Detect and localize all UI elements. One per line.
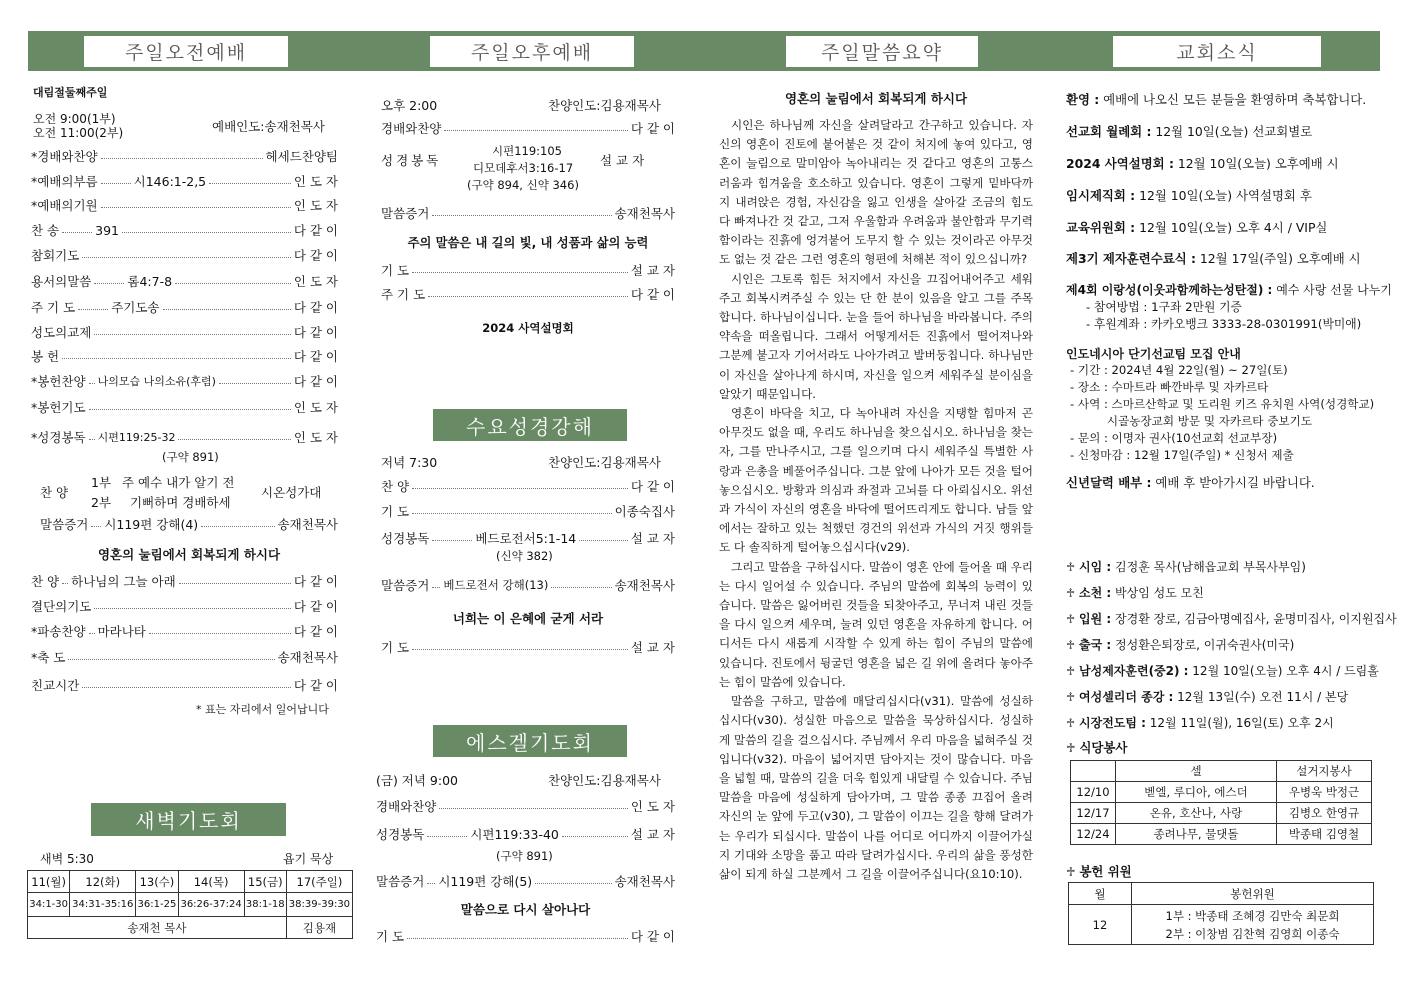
morning2-row xyxy=(31,622,338,640)
row-label: 말씀증거 xyxy=(381,206,430,221)
dawn-day: 15(금) xyxy=(244,871,286,893)
row-middle: 시146:1-2,5 xyxy=(133,174,207,189)
cafe-cell: 종려나무, 물댓돌 xyxy=(1116,824,1277,845)
cross-icon: ♱ xyxy=(1066,740,1076,755)
row-label: 성경봉독 xyxy=(376,827,425,842)
wednesday-time: 저녁 7:30 xyxy=(381,455,438,470)
row-middle: 391 xyxy=(95,222,119,238)
love-account: - 후원계좌 : 카카오뱅크 3333-28-0301991(박미애) xyxy=(1086,317,1362,331)
afternoon-reading-right: 설 교 자 xyxy=(600,153,645,168)
dawn-by2: 김용재 xyxy=(286,917,352,939)
row-label: 참회기도 xyxy=(31,248,80,263)
news-key: 2024 사역설명회 : xyxy=(1066,156,1174,171)
morning2-row xyxy=(31,572,338,590)
dawn-day: 13(수) xyxy=(136,871,178,893)
mission-line: - 문의 : 이명자 권사(10선교회 선교부장) xyxy=(1070,431,1278,445)
family-item xyxy=(1066,688,1348,705)
row-label: 찬 송 xyxy=(31,223,60,238)
row-right: 인 도 자 xyxy=(293,430,338,445)
row-label: 말씀증거 xyxy=(40,517,89,532)
row-label: 경배와찬양 xyxy=(376,799,437,814)
cross-icon: ♱ xyxy=(1066,716,1080,730)
dawn-day: 11(월) xyxy=(28,871,70,893)
mission-line: - 신청마감 : 12월 17일(주일) * 신청서 제출 xyxy=(1070,448,1294,462)
row-right: 다 같 이 xyxy=(293,223,338,238)
row-middle: 나의모습 나의소유(후렴) xyxy=(97,375,216,388)
cross-icon: ♱ xyxy=(1066,638,1080,652)
cafe-head xyxy=(1071,761,1116,782)
time-second: 오전 11:00(2부) xyxy=(33,126,124,140)
season-label: 대림절둘째주일 xyxy=(33,86,108,99)
row-right: 송재천목사 xyxy=(614,578,675,593)
choir-part2: 2부 xyxy=(91,495,112,510)
friday-time: (금) 저녁 9:00 xyxy=(376,773,458,788)
morning-row xyxy=(31,323,338,341)
row-label: 경배와찬양 xyxy=(381,121,442,136)
wednesday-row xyxy=(381,502,675,520)
row-right: 설 교 자 xyxy=(630,263,675,278)
family-key: 소천 : xyxy=(1079,586,1112,600)
wednesday-title: 수요성경강해 xyxy=(433,409,627,441)
row-right: 다 같 이 xyxy=(630,121,675,136)
dawn-ref: 38:39-39:30 xyxy=(286,893,352,917)
worship-leader: 예배인도:송재천목사 xyxy=(212,119,325,134)
dawn-day: 12(화) xyxy=(70,871,136,893)
row-middle: 시119편 강해(5) xyxy=(438,874,533,889)
family-value: 12월 10일(오늘) 오후 4시 / 드림홀 xyxy=(1192,664,1379,678)
cafe-cell: 벧엘, 루디아, 에스더 xyxy=(1116,782,1277,803)
row-label: 친교시간 xyxy=(31,678,80,693)
mission-line: - 기간 : 2024년 4월 22일(월) ~ 27일(토) xyxy=(1070,363,1288,377)
row-right: 설 교 자 xyxy=(630,827,675,842)
wednesday-prayer-row xyxy=(381,638,675,656)
row-right: 설 교 자 xyxy=(630,531,675,546)
family-key: 남성제자훈련(중2) : xyxy=(1079,664,1189,678)
reading-sub: (구약 891) xyxy=(162,450,219,464)
row-label: *경배와찬양 xyxy=(31,149,98,164)
news-item xyxy=(1066,186,1312,204)
summary-text xyxy=(719,116,1033,884)
row-right: 다 같 이 xyxy=(293,374,338,389)
friday-sermon-title: 말씀으로 다시 살아나다 xyxy=(460,902,591,917)
cafe-cell: 온유, 호산나, 사랑 xyxy=(1116,803,1277,824)
afternoon-lords-row xyxy=(381,285,675,303)
afternoon-reading-1: 시편119:105 xyxy=(492,144,562,158)
section-title-morning: 주일오전예배 xyxy=(84,36,288,67)
cafe-head: 셀 xyxy=(1116,761,1277,782)
news-value: 예배에 나오신 모든 분들을 환영하며 축복합니다. xyxy=(1103,92,1367,107)
family-key: 출국 : xyxy=(1079,638,1112,652)
love-join: - 참여방법 : 1구좌 2만원 기증 xyxy=(1086,300,1242,314)
offer-second: 2부 : 이창범 김찬혁 김영희 이종숙 xyxy=(1165,926,1340,941)
row-label: 용서의말씀 xyxy=(31,274,92,289)
afternoon-event: 2024 사역설명회 xyxy=(482,321,574,335)
row-right: 다 같 이 xyxy=(293,300,338,315)
row-right: 다 같 이 xyxy=(293,599,338,614)
morning-row xyxy=(31,221,338,239)
dawn-table xyxy=(27,870,353,939)
cafe-cell: 우병욱 박정근 xyxy=(1277,782,1372,803)
news-value: 12월 10일(오늘) 선교회별로 xyxy=(1155,124,1313,139)
row-label: 성경봉독 xyxy=(381,531,430,546)
offer-title xyxy=(1066,862,1132,880)
news-key: 선교회 월례회 : xyxy=(1066,124,1152,139)
news-item xyxy=(1066,154,1339,172)
news-value: 12월 10일(오늘) 오후 4시 / VIP실 xyxy=(1139,220,1328,235)
row-label: *파송찬양 xyxy=(31,624,86,639)
cafe-cell: 박종태 김영철 xyxy=(1277,824,1372,845)
row-middle: 마라나타 xyxy=(97,624,146,639)
row-label: *봉헌기도 xyxy=(31,400,86,415)
wednesday-reading-sub: (신약 382) xyxy=(496,549,553,563)
choir-song1: 주 예수 내가 알기 전 xyxy=(122,475,235,490)
wednesday-row xyxy=(381,477,675,495)
row-label: 말씀증거 xyxy=(381,578,430,593)
friday-title: 에스겔기도회 xyxy=(433,725,627,757)
family-item xyxy=(1066,662,1379,679)
summary-paragraph: 시인은 하나님께 자신을 살려달라고 간구하고 있습니다. 자신의 영혼이 진토에 붙어붙은 것 같이 처지에 놓여 있다고, 영혼이 눌림으로 말미암아 녹아내리는 것 같다고 영혼의 고통스러움과 힘겨움을 호소하고 있습니다. 영혼이 그렇게 밑바닥까지 내려앉은 경험, 자신감을 잃고 인생을 살아갈 조금의 힘도 다 빠져나간 것 같고, 그저 우울함과 우려움과 불안함과 무기력함이라는 진흙에 엉겨붙어 도무지 할 수 있는 것이라곤 아무것도 없는 것 같은 그런 영혼의 형편에 처해본 적이 있으십니까? xyxy=(719,118,1033,267)
friday-sermon-row xyxy=(376,872,675,890)
mission-line: - 장소 : 수마트라 빠깐바루 및 자카르타 xyxy=(1070,380,1269,394)
morning-row xyxy=(31,372,338,390)
row-right: 다 같 이 xyxy=(293,248,338,263)
news-item xyxy=(1066,122,1312,140)
morning-row xyxy=(31,428,338,446)
row-right: 송재천목사 xyxy=(277,517,338,532)
mission-title: 인도네시아 단기선교팀 모집 안내 xyxy=(1066,347,1241,361)
row-label: 성도의교제 xyxy=(31,325,92,340)
dawn-day: 17(주일) xyxy=(286,871,352,893)
choir-label: 찬 양 xyxy=(40,485,69,500)
calendar-key: 신년달력 배부 : xyxy=(1066,475,1152,490)
row-right: 다 같 이 xyxy=(293,325,338,340)
row-label: *축 도 xyxy=(31,650,66,665)
friday-row xyxy=(376,797,675,815)
morning-row xyxy=(31,196,338,214)
choir-song2: 기뻐하며 경배하세 xyxy=(130,495,231,510)
afternoon-praise-row xyxy=(381,119,675,137)
family-key: 시임 : xyxy=(1079,560,1112,574)
section-title-sermon: 주일말씀요약 xyxy=(786,36,978,67)
morning-row xyxy=(31,172,338,190)
choir-part1: 1부 xyxy=(91,475,112,490)
dawn-ref: 36:1-25 xyxy=(136,893,178,917)
stand-note: * 표는 자리에서 일어납니다 xyxy=(196,703,329,716)
row-middle: 롬4:7-8 xyxy=(127,274,173,289)
offer-month: 12 xyxy=(1069,905,1132,945)
summary-paragraph: 시인은 그토록 힘든 처지에서 자신을 끄집어내어주고 세워주고 회복시켜주실 수 있는 단 한 분이 있음을 알고 그를 주목합니다. 하나님이십니다. 눈을 들어 하나님을 바라봅니다. 주의 약속을 떠올립니다. 그래서 어떻게서든 진흙에서 떨어져나와 그분께 붙고자 기어서라도 나아가려고 발버둥칩니다. 하나님만이 자신을 살아나게 하시며, 자신을 일으켜 세워주실 분이심을 알았기 때문입니다. xyxy=(719,271,1033,401)
row-middle: 시편119:25-32 xyxy=(97,431,176,444)
friday-reading-sub: (구약 891) xyxy=(496,849,553,863)
row-right: 송재천목사 xyxy=(614,206,675,221)
family-item xyxy=(1066,610,1397,627)
family-item xyxy=(1066,714,1334,731)
cross-icon: ♱ xyxy=(1066,612,1080,626)
row-right: 다 같 이 xyxy=(293,349,338,364)
morning-row xyxy=(31,398,338,416)
dawn-ref: 36:26-37:24 xyxy=(178,893,244,917)
cafe-table xyxy=(1070,760,1372,845)
afternoon-reading-label: 성경봉독 xyxy=(381,153,442,168)
sermon-row xyxy=(40,515,338,533)
cafe-cell: 12/24 xyxy=(1071,824,1116,845)
afternoon-reading-sub: (구약 894, 신약 346) xyxy=(467,178,579,192)
dawn-title: 새벽기도회 xyxy=(91,803,286,836)
dawn-ref: 34:1-30 xyxy=(28,893,70,917)
dawn-ref: 34:31-35:16 xyxy=(70,893,136,917)
offer-table xyxy=(1068,882,1374,945)
cross-icon: ♱ xyxy=(1066,586,1080,600)
news-item xyxy=(1066,90,1366,108)
row-right: 다 같 이 xyxy=(293,574,338,589)
row-label: *성경봉독 xyxy=(31,430,86,445)
cafe-title-text: 식당봉사 xyxy=(1079,740,1128,755)
dawn-by1: 송재천 목사 xyxy=(28,917,287,939)
wednesday-sermon-title: 너희는 이 은혜에 굳게 서라 xyxy=(452,611,604,626)
choir-by: 시온성가대 xyxy=(261,485,322,500)
love-key: 제4회 이랑성(이웃과함께하는성탄절) : xyxy=(1066,283,1273,297)
morning-row xyxy=(31,272,338,290)
news-item xyxy=(1066,218,1327,236)
news-key: 교육위원회 : xyxy=(1066,220,1136,235)
family-key: 입원 : xyxy=(1079,612,1112,626)
news-value: 12월 10일(오늘) 사역설명회 후 xyxy=(1139,188,1312,203)
row-label: 말씀증거 xyxy=(376,874,425,889)
offer-head-month: 월 xyxy=(1069,883,1132,905)
wednesday-row xyxy=(381,529,675,547)
row-right: 헤세드찬양팀 xyxy=(265,149,338,164)
row-label: 주 기 도 xyxy=(31,300,76,315)
mission-line: 시골농장교회 방문 및 자카르타 중보기도 xyxy=(1070,414,1312,428)
family-value: 김정훈 목사(남해읍교회 부목사부임) xyxy=(1115,560,1306,574)
row-right: 다 같 이 xyxy=(630,929,675,944)
friday-leader: 찬양인도:김용재목사 xyxy=(548,773,661,788)
row-middle: 베드로전서 강해(13) xyxy=(443,578,549,592)
row-right: 송재천목사 xyxy=(277,650,338,665)
news-key: 임시제직회 : xyxy=(1066,188,1136,203)
friday-row xyxy=(376,825,675,843)
row-middle: 하나님의 그늘 아래 xyxy=(71,574,176,589)
offer-members xyxy=(1132,905,1374,945)
family-value: 12월 11일(월), 16일(토) 오후 2시 xyxy=(1149,716,1334,730)
row-middle: 베드로전서5:1-14 xyxy=(475,531,577,546)
row-right: 다 같 이 xyxy=(293,678,338,693)
morning-sermon-title: 영혼의 눌림에서 회복되게 하시다 xyxy=(97,547,281,562)
family-item xyxy=(1066,584,1204,601)
row-label: 봉 헌 xyxy=(31,349,60,364)
cafe-cell: 12/17 xyxy=(1071,803,1116,824)
news-item xyxy=(1066,249,1361,267)
mission-line: - 사역 : 스마르산학교 및 도리원 키즈 유치원 사역(성경학교) xyxy=(1070,397,1375,411)
love-value: 예수 사랑 선물 나누기 xyxy=(1276,283,1392,297)
summary-paragraph: 그리고 말씀을 구하십시다. 말씀이 영혼 안에 들어올 때 우리는 다시 일어설 수 있습니다. 주님의 말씀에 회복의 능력이 있습니다. 말씀은 잃어버린 것들을 되찾아주고, 무너져 내린 것들을 다시 일으켜 세우며, 눌려 있던 영혼을 자유하게 합니다. 어디서든 다시 새롭게 시작할 수 있게 하는 힘이 주님의 말씀에 있습니다. 진토에서 뒹굴던 영혼을 넓은 길 위에 올려다 놓아주는 힘이 말씀에 있습니다. xyxy=(719,559,1033,689)
row-label: 기 도 xyxy=(381,504,410,519)
family-key: 시장전도팀 : xyxy=(1079,716,1146,730)
afternoon-sermon-title: 주의 말씀은 내 길의 빛, 내 성품과 삶의 능력 xyxy=(407,236,649,250)
row-right: 이종숙집사 xyxy=(614,504,675,519)
afternoon-prayer-row xyxy=(381,261,675,279)
cross-icon: ♱ xyxy=(1066,664,1080,678)
row-right: 인 도 자 xyxy=(630,799,675,814)
row-label: 찬 양 xyxy=(381,479,410,494)
cafe-cell: 김병오 한영규 xyxy=(1277,803,1372,824)
row-right: 송재천목사 xyxy=(614,874,675,889)
afternoon-leader: 찬양인도:김용재목사 xyxy=(548,98,661,113)
row-right: 다 같 이 xyxy=(293,624,338,639)
row-label: 결단의기도 xyxy=(31,599,92,614)
cross-icon: ♱ xyxy=(1066,690,1080,704)
afternoon-reading-2: 디모데후서3:16-17 xyxy=(473,161,574,175)
news-value: 12월 10일(오늘) 오후예배 시 xyxy=(1177,156,1339,171)
summary-paragraph: 말씀을 구하고, 말씀에 매달리십시다(v31). 말씀에 성실하십시다(v30). 성실한 마음으로 말씀을 묵상하십시다. 성실하게 말씀의 길을 걸으십시다. 주님께서 우리 마음을 넓혀주실 것입니다(v32). 마음이 넓어지면 담아지는 것이 많습니다. 마음을 넓힐 때, 말씀의 길을 더욱 힘있게 내달릴 수 있습니다. 주님 말씀을 마음에 성실하게 담아가며, 그 말씀 종종 끄집어 올려 자신의 눈 앞에 두고(v30), 그 말씀이 이끄는 길을 향해 달려가는 우리가 되십시다. 말씀이 나를 어디로 어디까지 이끌어가실지 기대와 소망을 품고 따라 달려가십시다. 우리의 삶을 풍성한 삶이 되게 하실 그분께서 그 길을 이끌어주십니다(요10:10). xyxy=(719,694,1033,881)
row-right: 인 도 자 xyxy=(293,274,338,289)
calendar-note xyxy=(1066,473,1315,491)
cross-icon: ♱ xyxy=(1066,560,1080,574)
row-label: 주 기 도 xyxy=(381,287,426,302)
wednesday-sermon-row xyxy=(381,576,675,594)
row-label: 기 도 xyxy=(381,263,410,278)
news-key: 제3기 제자훈련수료식 : xyxy=(1066,251,1196,266)
dawn-day: 14(목) xyxy=(178,871,244,893)
time-first: 오전 9:00(1부) xyxy=(33,112,116,126)
cross-icon: ♱ xyxy=(1066,864,1076,879)
row-label: *예배의기원 xyxy=(31,198,98,213)
row-label: *봉헌찬양 xyxy=(31,374,86,389)
morning-row xyxy=(31,147,338,165)
wednesday-leader: 찬양인도:김용재목사 xyxy=(548,455,661,470)
cafe-cell: 12/10 xyxy=(1071,782,1116,803)
family-key: 여성셀리더 종강 : xyxy=(1079,690,1174,704)
afternoon-time: 오후 2:00 xyxy=(381,98,438,113)
family-value: 장경환 장로, 김금아명예집사, 윤명미집사, 이지원집사 xyxy=(1115,612,1397,626)
section-title-afternoon: 주일오후예배 xyxy=(430,36,634,67)
family-value: 12월 13일(수) 오전 11시 / 본당 xyxy=(1177,690,1349,704)
cafe-title xyxy=(1066,738,1127,756)
dawn-time: 새벽 5:30 xyxy=(40,852,94,866)
row-middle: 주기도송 xyxy=(111,300,160,315)
morning2-row xyxy=(31,648,338,666)
offer-first: 1부 : 박종태 조혜경 김만숙 최문희 xyxy=(1165,908,1340,923)
row-label: 기 도 xyxy=(381,640,410,655)
row-middle: 시편119:33-40 xyxy=(470,827,559,842)
summary-paragraph: 영혼이 바닥을 치고, 다 녹아내려 자신을 지탱할 힘마저 곤 아무것도 없을 때, 우리도 하나님을 찾으십시오. 하나님을 찾는 자, 그를 만나주시고, 그를 일으키며 다시 세워주실 특별한 사랑과 은총을 베풀어주십니다. 그분 앞에 나아가 모든 것을 털어놓으십시오. 방황과 의심과 좌절과 고뇌를 다 아뢰십시오. 위선과 가식이 자신의 영혼을 바닥에 떨어뜨리게도 합니다. 남들 앞에서는 잘하고 있는 척했던 경건의 위선과 가식의 거짓 행위들도 다 솔직하게 털어놓으십시다(v29). xyxy=(719,406,1033,555)
dawn-ref: 38:1-18 xyxy=(244,893,286,917)
morning2-row xyxy=(31,676,338,694)
row-right: 다 같 이 xyxy=(630,479,675,494)
calendar-value: 예배 후 받아가시길 바랍니다. xyxy=(1155,475,1315,490)
friday-prayer-row xyxy=(376,927,675,945)
row-label: 기 도 xyxy=(376,929,405,944)
morning-row xyxy=(31,298,338,316)
family-value: 정성환은퇴장로, 이귀숙권사(미국) xyxy=(1115,638,1295,652)
row-right: 다 같 이 xyxy=(630,287,675,302)
summary-title: 영혼의 눌림에서 회복되게 하시다 xyxy=(784,91,968,106)
afternoon-sermon-row xyxy=(381,204,675,222)
news-value: 12월 17일(주일) 오후예배 시 xyxy=(1199,251,1361,266)
news-key: 환영 : xyxy=(1066,92,1100,107)
love-event xyxy=(1066,281,1392,298)
offer-title-text: 봉헌 위원 xyxy=(1079,864,1132,879)
row-right: 설 교 자 xyxy=(630,640,675,655)
row-middle: 시119편 강해(4) xyxy=(104,517,199,532)
family-value: 박상임 성도 모친 xyxy=(1115,586,1204,600)
family-item xyxy=(1066,636,1294,653)
morning2-row xyxy=(31,597,338,615)
row-right: 인 도 자 xyxy=(293,174,338,189)
row-label: 찬 양 xyxy=(31,574,60,589)
morning-row xyxy=(31,246,338,264)
offer-head-members: 봉헌위원 xyxy=(1132,883,1374,905)
cafe-head: 설거지봉사 xyxy=(1277,761,1372,782)
morning-row xyxy=(31,347,338,365)
row-label: *예배의부름 xyxy=(31,174,98,189)
family-item xyxy=(1066,558,1306,575)
section-title-news: 교회소식 xyxy=(1113,36,1321,67)
dawn-topic: 욥기 묵상 xyxy=(283,852,334,866)
row-right: 인 도 자 xyxy=(293,400,338,415)
row-right: 인 도 자 xyxy=(293,198,338,213)
